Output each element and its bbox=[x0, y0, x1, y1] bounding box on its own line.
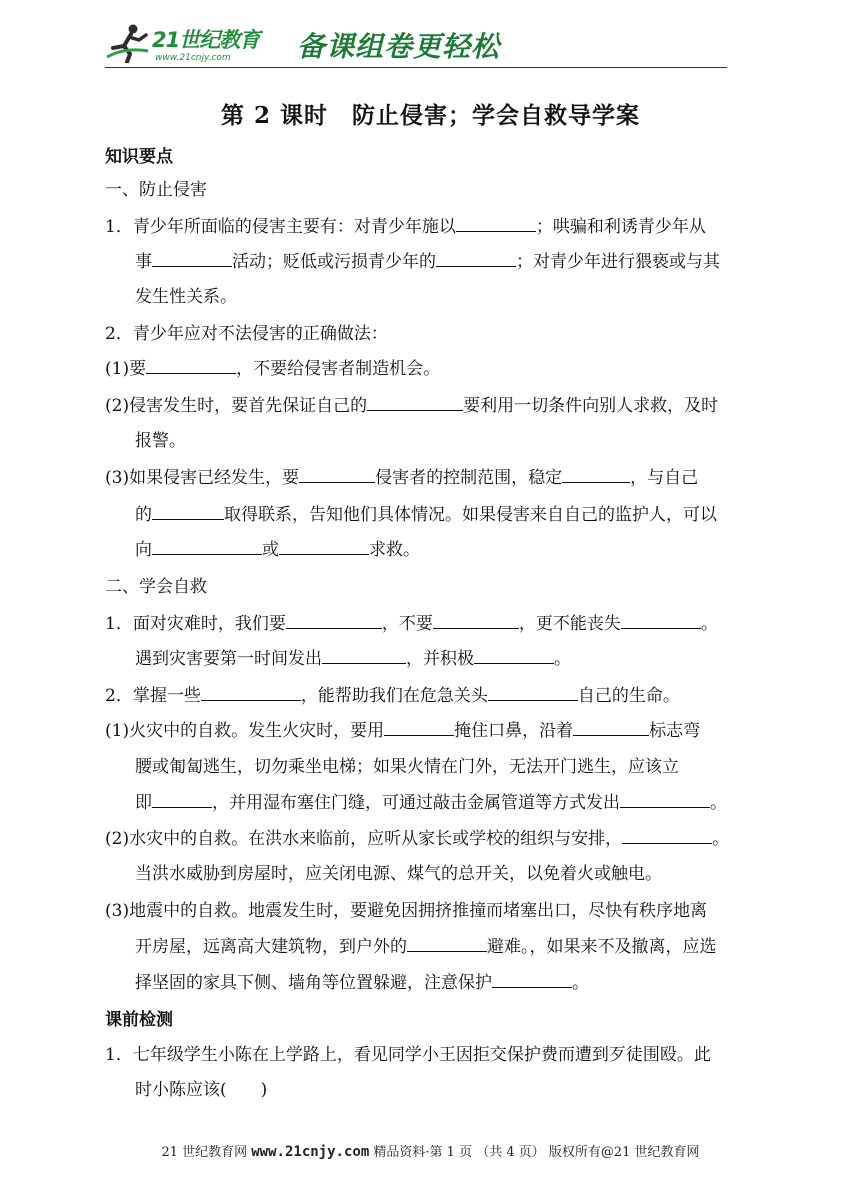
fill-blank bbox=[152, 503, 224, 520]
paragraph-line bbox=[105, 684, 680, 708]
logo-url: www.21cnjy.com bbox=[155, 53, 231, 63]
paragraph-line bbox=[135, 935, 717, 959]
fill-blank bbox=[492, 971, 572, 988]
fill-blank bbox=[621, 612, 701, 629]
paragraph-line bbox=[105, 719, 700, 743]
paragraph-line: (3)地震中的自救。地震发生时，要避免因拥挤推撞而堵塞出口，尽快有秩序地离 bbox=[105, 901, 708, 921]
text: ，并积极 bbox=[406, 649, 474, 669]
fill-blank bbox=[286, 612, 382, 629]
paragraph-line bbox=[105, 827, 729, 851]
text: 事 bbox=[135, 252, 152, 272]
fill-blank bbox=[573, 719, 649, 736]
fill-blank bbox=[620, 791, 710, 808]
text: ，并用湿布塞住门缝，可通过敲击金属管道等方式发出 bbox=[212, 793, 620, 813]
paragraph-line: 报警。 bbox=[135, 431, 186, 451]
fill-blank bbox=[322, 647, 406, 664]
fill-blank bbox=[279, 538, 369, 555]
text: (2)侵害发生时，要首先保证自己的 bbox=[105, 396, 368, 416]
fill-blank bbox=[488, 684, 578, 701]
text: ，能帮助我们在危急关头 bbox=[300, 686, 488, 706]
fill-blank bbox=[474, 647, 554, 664]
runner-logo-icon bbox=[105, 23, 149, 63]
text: (2)水灾中的自救。在洪水来临前，应听从家长或学校的组织与安排， bbox=[105, 829, 623, 849]
text: (1)火灾中的自救。发生火灾时，要用 bbox=[105, 721, 385, 741]
text: 遇到灾害要第一时间发出 bbox=[135, 649, 322, 669]
text: 2．掌握一些 bbox=[105, 686, 201, 706]
text: 开房屋，远离高大建筑物，到户外的 bbox=[135, 937, 407, 957]
fill-blank bbox=[433, 612, 519, 629]
paragraph-line bbox=[135, 647, 571, 671]
text: 向 bbox=[135, 540, 152, 560]
paragraph-line bbox=[105, 466, 698, 490]
page-header bbox=[105, 20, 727, 70]
text: 标志弯 bbox=[649, 721, 701, 741]
text: 。 bbox=[710, 793, 727, 813]
paragraph-line bbox=[105, 215, 706, 239]
paragraph-line bbox=[135, 503, 717, 527]
paragraph-line: 腰或匍匐逃生，切勿乘坐电梯；如果火情在门外，无法开门逃生，应该立 bbox=[135, 757, 679, 777]
text: ，更不能丧失 bbox=[518, 614, 621, 634]
text: (1)要 bbox=[105, 359, 147, 379]
text: 活动；贬低或污损青少年的 bbox=[232, 252, 436, 272]
fill-blank bbox=[299, 466, 375, 483]
paragraph-line: 当洪水威胁到房屋时，应关闭电源、煤气的总开关，以免着火或触电。 bbox=[135, 864, 662, 884]
text: 或 bbox=[262, 540, 279, 560]
fill-blank bbox=[562, 466, 630, 483]
page-title: 第 2 课时 防止侵害；学会自救导学案 bbox=[220, 102, 641, 129]
fill-blank bbox=[152, 791, 212, 808]
text: ，与自己 bbox=[630, 468, 699, 488]
paragraph-line bbox=[105, 357, 440, 381]
footer-site-link[interactable]: www.21cnjy.com bbox=[251, 1144, 370, 1160]
text: ；对青少年进行猥亵或与其 bbox=[516, 252, 720, 272]
fill-blank bbox=[152, 538, 262, 555]
footer-prefix: 21 世纪教育网 bbox=[161, 1145, 252, 1160]
text: 即 bbox=[135, 793, 152, 813]
fill-blank bbox=[367, 394, 463, 411]
text: (3)如果侵害已经发生，要 bbox=[105, 468, 300, 488]
text: 要利用一切条件向别人求救，及时 bbox=[463, 396, 719, 416]
paragraph-line: 发生性关系。 bbox=[135, 287, 237, 307]
fill-blank bbox=[384, 719, 454, 736]
text: 掩住口鼻，沿着 bbox=[454, 721, 574, 741]
paragraph-line: 1．七年级学生小陈在上学路上，看见同学小王因拒交保护费而遭到歹徒围殴。此 bbox=[105, 1045, 711, 1065]
paragraph-line bbox=[135, 971, 589, 995]
text: 自己的生命。 bbox=[577, 686, 680, 706]
paragraph-line bbox=[135, 538, 420, 562]
text: 1．青少年所面临的侵害主要有：对青少年施以 bbox=[105, 217, 456, 237]
text: 避难。，如果来不及撤离，应选 bbox=[487, 937, 717, 957]
text: 。 bbox=[712, 829, 730, 849]
paragraph-line: 时小陈应该( ) bbox=[135, 1080, 268, 1100]
section-heading-selfhelp: 二、学会自救 bbox=[105, 577, 207, 597]
logo-text: 21世纪教育 bbox=[152, 28, 260, 52]
text: ，不要给侵害者制造机会。 bbox=[236, 359, 441, 379]
section-heading-knowledge: 知识要点 bbox=[105, 147, 173, 167]
text: 。 bbox=[554, 649, 571, 669]
text: 的 bbox=[135, 505, 152, 525]
text: ；哄骗和利诱青少年从 bbox=[535, 217, 706, 237]
header-slogan: 备课组卷更轻松 bbox=[297, 30, 501, 63]
footer-page-info: 精品资料·第 1 页 （共 4 页） 版权所有@21 世纪教育网 bbox=[369, 1145, 700, 1160]
text: 侵害者的控制范围，稳定 bbox=[375, 468, 563, 488]
text: ，不要 bbox=[381, 614, 433, 634]
paragraph-line bbox=[135, 250, 720, 274]
fill-blank bbox=[152, 250, 232, 267]
text: 。 bbox=[572, 973, 589, 993]
fill-blank bbox=[622, 827, 712, 844]
text: 。 bbox=[700, 614, 718, 634]
text: 1．面对灾难时，我们要 bbox=[105, 614, 286, 634]
paragraph-line bbox=[105, 612, 718, 636]
fill-blank bbox=[407, 935, 487, 952]
paragraph-line bbox=[105, 394, 718, 418]
paragraph-line bbox=[135, 791, 727, 815]
section-heading-pretest: 课前检测 bbox=[105, 1010, 173, 1030]
header-divider bbox=[105, 67, 727, 68]
fill-blank bbox=[436, 250, 516, 267]
text: 择坚固的家具下侧、墙角等位置躲避，注意保护 bbox=[135, 973, 492, 993]
fill-blank bbox=[456, 215, 536, 232]
fill-blank bbox=[146, 357, 236, 374]
text: 求救。 bbox=[369, 540, 420, 560]
section-heading-prevent: 一、防止侵害 bbox=[105, 180, 207, 200]
paragraph-line: 2．青少年应对不法侵害的正确做法： bbox=[105, 324, 388, 344]
fill-blank bbox=[201, 684, 301, 701]
page-footer bbox=[0, 1141, 861, 1160]
text: 取得联系，告知他们具体情况。如果侵害来自自己的监护人，可以 bbox=[224, 505, 717, 525]
